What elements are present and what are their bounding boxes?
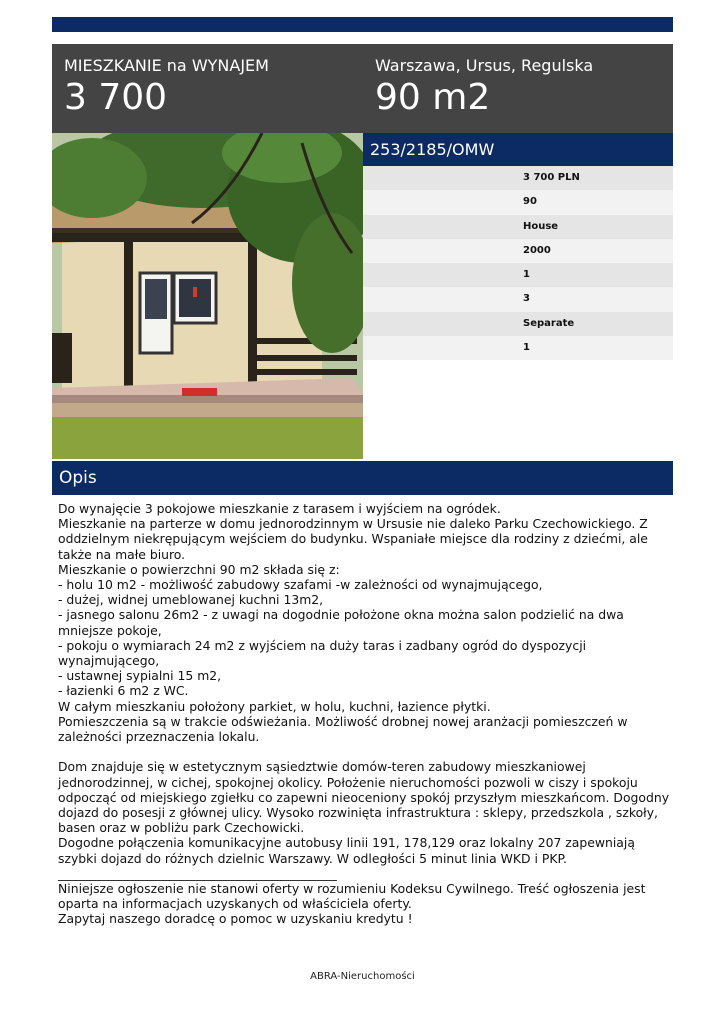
detail-bathrooms: 1 (363, 336, 673, 360)
property-photo-illustration (52, 133, 363, 459)
detail-year: 2000 (363, 239, 673, 263)
detail-building-type: House (363, 215, 673, 239)
top-accent-bar (52, 17, 673, 32)
property-photo (52, 133, 363, 459)
listing-area: 90 m2 (375, 77, 491, 118)
details-table (363, 166, 673, 360)
description-text: Do wynajęcie 3 pokojowe mieszkanie z tarasem i wyjściem na ogródek. Mieszkanie na parterze w domu jednorodzinnym w Ursusie nie daleko Parku Czechowickiego. Z oddzielnym niekrępującym wejściem do budynku. Wspaniałe miejsce dla rodziny z dziećmi, ale także na małe biuro. Mieszkanie o powierzchni 90 m2 składa się z: - holu 10 m2 - możliwość zabudowy szafami -w zależności od wynajmującego, - dużej, widnej umeblowanej kuchni 13m2, - jasnego salonu 26m2 - z uwagi na dogodnie położone okna można salon podzielić na dwa mniejsze pokoje, - pokoju o wymiarach 24 m2 z wyjściem na duży taras i zadbany ogród do dyspozycji wynajmującego, - ustawnej sypialni 15 m2, - łazienki 6 m2 z WC. W całym mieszkaniu położony parkiet, w holu, kuchni, łazience płytki. Pomieszczenia są w trakcie odświeżania. Możliwość drobnej nowej aranżacji pomieszczeń w zależności przeznaczenia lokalu. Dom znajduje się w estetycznym sąsiedztwie domów-teren zabudowy mieszkaniowej jednorodzinnej, w cichej, spokojnej okolicy. Położenie nieruchomości pozwoli w ciszy i spokoju odpocząć od miejskiego zgiełku co zapewni nieoceniony spokój przyszłym mieszkańcom. Dogodny dojazd do posesji z głównej ulicy. Wysoko rozwinięta infrastruktura : sklepy, przedszkola , szkoły, basen oraz w pobliżu park Czechowicki. Dogodne połączenia komunikacyjne autobusy linii 191, 178,129 oraz lokalny 207 zapewniają szybki dojazd do różnych dzielnic Warszawy. W odległości 5 minut linia WKD i PKP. _____________________________________________ Niniejsze ogłoszenie nie stanowi oferty w rozumieniu Kodeksu Cywilnego. Treść ogłoszenia jest oparta na informacjach uzyskanych od właściciela oferty. Zapytaj naszego doradcę o pomoc w uzyskaniu kredytu ! (58, 501, 670, 927)
description-heading: Opis (52, 461, 673, 495)
listing-type: MIESZKANIE na WYNAJEM (64, 56, 269, 75)
listing-price: 3 700 (64, 77, 168, 118)
header-right (375, 56, 593, 120)
header-left (64, 56, 269, 120)
detail-rooms: 3 (363, 287, 673, 311)
detail-kitchen: Separate (363, 312, 673, 336)
detail-floor: 1 (363, 263, 673, 287)
detail-price: 3 700 PLN (363, 166, 673, 190)
detail-area: 90 (363, 190, 673, 214)
footer-agency: ABRA-Nieruchomości (310, 971, 415, 982)
listing-header (52, 44, 673, 133)
listing-location: Warszawa, Ursus, Regulska (375, 56, 594, 75)
listing-reference: 253/2185/OMW (363, 133, 673, 166)
